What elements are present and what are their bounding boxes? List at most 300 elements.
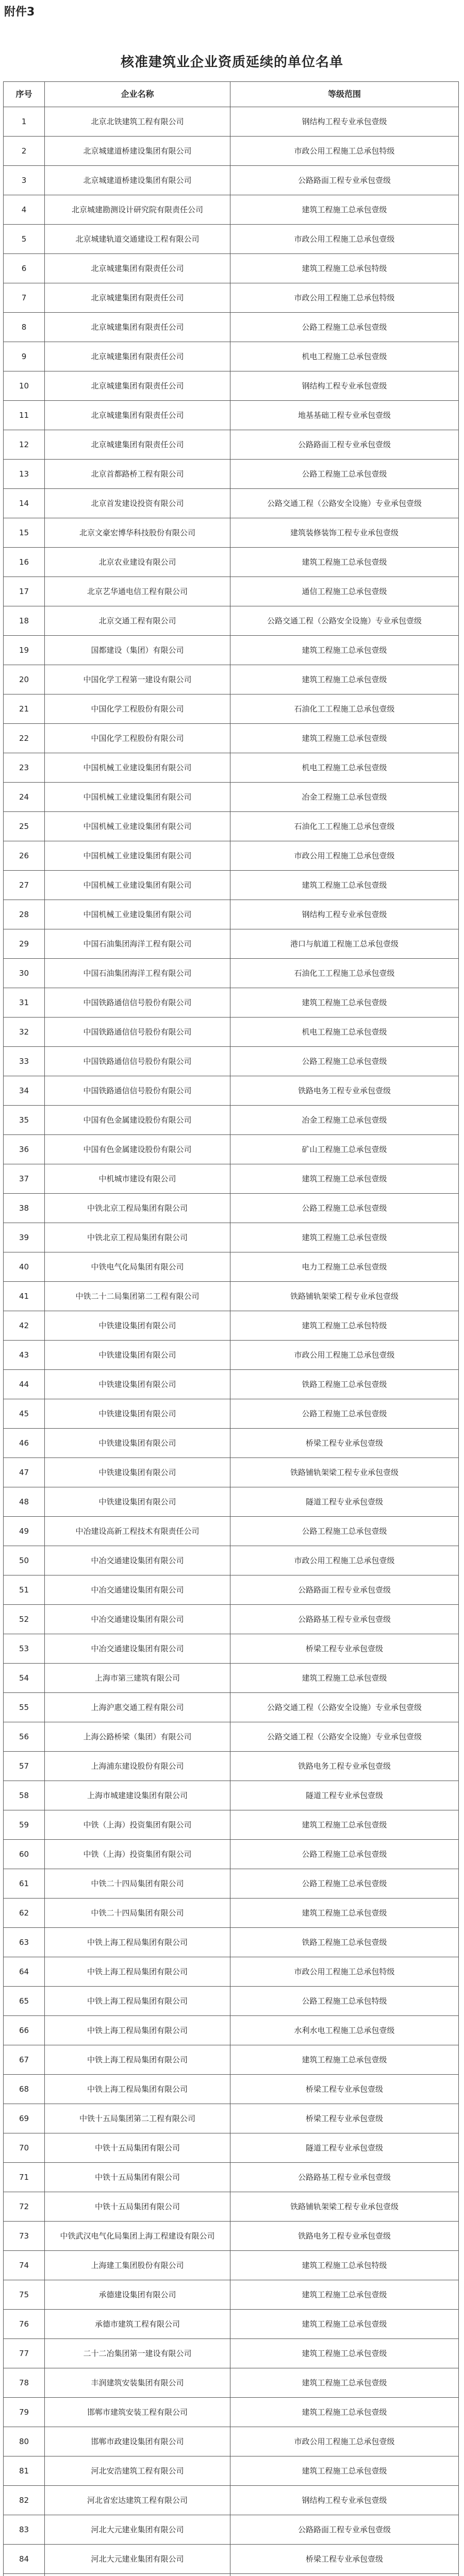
row-serial: 43 [4,1341,45,1370]
row-serial: 24 [4,783,45,812]
row-company: 中铁十五局集团第二工程有限公司 [45,2104,230,2133]
row-serial: 84 [4,2545,45,2574]
row-scope: 公路工程施工总承包壹级 [230,460,459,489]
table-row [4,1429,459,1458]
row-scope: 石油化工工程施工总承包壹级 [230,959,459,988]
row-scope: 建筑工程施工总承包壹级 [230,871,459,900]
row-serial: 30 [4,959,45,988]
table-row [4,841,459,871]
row-company: 北京城建集团有限责任公司 [45,371,230,401]
row-company: 中铁十五局集团有限公司 [45,2163,230,2192]
row-serial: 79 [4,2398,45,2427]
row-company [45,2574,230,2576]
row-serial: 15 [4,518,45,548]
table-row [4,2398,459,2427]
table-row [4,2545,459,2574]
row-scope: 建筑工程施工总承包特级 [230,254,459,283]
header-serial: 序号 [4,82,45,107]
row-serial: 39 [4,1223,45,1252]
row-serial: 56 [4,1722,45,1752]
row-serial: 45 [4,1399,45,1429]
row-company: 中冶建设高新工程技术有限责任公司 [45,1517,230,1546]
table-row [4,371,459,401]
row-serial: 65 [4,1987,45,2016]
row-serial: 16 [4,548,45,577]
row-serial: 19 [4,636,45,665]
row-scope: 桥梁工程专业承包壹级 [230,2545,459,2574]
table-row [4,2133,459,2163]
row-scope: 铁路铺轨架梁工程专业承包壹级 [230,1282,459,1311]
row-scope: 市政公用工程施工总承包壹级 [230,2427,459,2456]
row-scope: 建筑装修装饰工程专业承包壹级 [230,518,459,548]
row-scope: 冶金工程施工总承包壹级 [230,1106,459,1135]
row-scope: 公路工程施工总承包特级 [230,1987,459,2016]
table-row [4,1575,459,1605]
table-row [4,1957,459,1987]
table-row [4,812,459,841]
row-serial: 1 [4,107,45,137]
row-scope: 铁路铺轨架梁工程专业承包壹级 [230,2192,459,2222]
row-serial: 55 [4,1693,45,1722]
table-row [4,1664,459,1693]
row-serial: 62 [4,1899,45,1928]
row-scope: 建筑工程施工总承包壹级 [230,724,459,753]
row-serial: 44 [4,1370,45,1399]
row-company: 中国铁路通信信号股份有限公司 [45,1076,230,1106]
table-row [4,489,459,518]
table-row [4,2574,459,2576]
row-serial: 66 [4,2016,45,2045]
row-company: 中冶交通建设集团有限公司 [45,1575,230,1605]
table-row [4,195,459,225]
row-company: 中铁（上海）投资集团有限公司 [45,1810,230,1840]
row-serial: 58 [4,1781,45,1810]
table-row [4,929,459,959]
row-scope: 市政公用工程施工总承包壹级 [230,841,459,871]
table-row [4,1546,459,1575]
row-serial: 68 [4,2075,45,2104]
row-serial: 31 [4,988,45,1018]
row-serial: 26 [4,841,45,871]
row-scope: 桥梁工程专业承包壹级 [230,1429,459,1458]
row-company: 中铁建设集团有限公司 [45,1311,230,1341]
row-company: 中国化学工程第一建设有限公司 [45,665,230,694]
row-serial: 78 [4,2368,45,2398]
row-scope: 公路路面工程专业承包壹级 [230,1575,459,1605]
row-serial: 6 [4,254,45,283]
row-scope: 水利水电工程施工总承包壹级 [230,2016,459,2045]
row-serial: 75 [4,2280,45,2310]
row-scope: 建筑工程施工总承包壹级 [230,988,459,1018]
table-row [4,2310,459,2339]
row-scope: 建筑工程施工总承包壹级 [230,665,459,694]
table-row [4,1752,459,1781]
table-row [4,548,459,577]
row-company: 中国石油集团海洋工程有限公司 [45,959,230,988]
row-scope: 市政公用工程施工总承包壹级 [230,1546,459,1575]
row-company: 北京城建勘测设计研究院有限责任公司 [45,195,230,225]
table-row [4,2339,459,2368]
table-row [4,959,459,988]
row-serial: 33 [4,1047,45,1076]
table-row [4,2486,459,2515]
row-serial: 8 [4,313,45,342]
row-serial: 20 [4,665,45,694]
row-scope: 建筑工程施工总承包壹级 [230,548,459,577]
row-scope: 隧道工程专业承包壹级 [230,1781,459,1810]
row-company: 中铁建设集团有限公司 [45,1429,230,1458]
table-row [4,1987,459,2016]
row-company: 二十二冶集团第一建设有限公司 [45,2339,230,2368]
row-company: 中国有色金属建设股份有限公司 [45,1106,230,1135]
row-company: 北京城建轨道交通建设工程有限公司 [45,225,230,254]
table-row [4,1634,459,1664]
row-scope: 机电工程施工总承包壹级 [230,1018,459,1047]
row-company: 国都建设（集团）有限公司 [45,636,230,665]
row-serial: 53 [4,1634,45,1664]
row-scope: 建筑工程施工总承包壹级 [230,1664,459,1693]
table-row [4,2163,459,2192]
table-row [4,988,459,1018]
row-scope [230,2574,459,2576]
row-scope: 公路交通工程（公路安全设施）专业承包壹级 [230,1722,459,1752]
row-company: 北京北铁建筑工程有限公司 [45,107,230,137]
row-serial: 28 [4,900,45,929]
row-scope: 建筑工程施工总承包壹级 [230,2280,459,2310]
table-row [4,2280,459,2310]
row-scope: 建筑工程施工总承包壹级 [230,1810,459,1840]
row-serial: 63 [4,1928,45,1957]
row-serial: 74 [4,2251,45,2280]
row-company: 中国有色金属建设股份有限公司 [45,1135,230,1164]
row-company: 中铁上海工程局集团有限公司 [45,2075,230,2104]
row-serial: 76 [4,2310,45,2339]
row-scope: 公路路基工程专业承包壹级 [230,2163,459,2192]
row-company: 中铁建设集团有限公司 [45,1341,230,1370]
row-scope: 公路交通工程（公路安全设施）专业承包壹级 [230,489,459,518]
row-company: 北京城建集团有限责任公司 [45,342,230,371]
row-scope: 钢结构工程专业承包壹级 [230,2486,459,2515]
row-company: 河北大元建业集团有限公司 [45,2515,230,2545]
table-row [4,460,459,489]
table-row [4,665,459,694]
row-scope: 市政公用工程施工总承包壹级 [230,225,459,254]
row-company: 北京城建集团有限责任公司 [45,283,230,313]
row-scope: 石油化工工程施工总承包壹级 [230,694,459,724]
row-scope: 建筑工程施工总承包壹级 [230,2045,459,2075]
row-company: 邯郸市政建设集团有限公司 [45,2427,230,2456]
row-serial: 37 [4,1164,45,1194]
row-scope: 建筑工程施工总承包壹级 [230,2398,459,2427]
row-serial: 83 [4,2515,45,2545]
row-company: 中国铁路通信信号股份有限公司 [45,1018,230,1047]
row-company: 中机城市建设有限公司 [45,1164,230,1194]
row-company: 北京首都路桥工程有限公司 [45,460,230,489]
row-company: 中铁建设集团有限公司 [45,1487,230,1517]
row-company: 承德市建筑工程有限公司 [45,2310,230,2339]
row-company: 中铁武汉电气化局集团上海工程建设有限公司 [45,2222,230,2251]
row-scope: 桥梁工程专业承包壹级 [230,2104,459,2133]
table-row [4,694,459,724]
row-scope: 港口与航道工程施工总承包壹级 [230,929,459,959]
row-company: 中铁二十四局集团有限公司 [45,1899,230,1928]
table-row [4,1341,459,1370]
row-scope: 通信工程施工总承包壹级 [230,577,459,606]
row-scope: 建筑工程施工总承包壹级 [230,1899,459,1928]
row-serial: 51 [4,1575,45,1605]
table-row [4,577,459,606]
header-company: 企业名称 [45,82,230,107]
row-company: 北京城建集团有限责任公司 [45,313,230,342]
document-title: 核准建筑业企业资质延续的单位名单 [120,55,343,70]
row-scope: 矿山工程施工总承包壹级 [230,1135,459,1164]
row-scope: 建筑工程施工总承包壹级 [230,636,459,665]
row-scope: 冶金工程施工总承包壹级 [230,783,459,812]
row-company: 北京城建道桥建设集团有限公司 [45,137,230,166]
row-scope: 建筑工程施工总承包壹级 [230,195,459,225]
row-serial: 36 [4,1135,45,1164]
row-scope: 公路交通工程（公路安全设施）专业承包壹级 [230,1693,459,1722]
row-company: 中铁上海工程局集团有限公司 [45,1987,230,2016]
row-scope: 铁路工程施工总承包壹级 [230,1370,459,1399]
row-scope: 隧道工程专业承包壹级 [230,2133,459,2163]
row-scope: 铁路电务工程专业承包壹级 [230,1076,459,1106]
row-serial: 35 [4,1106,45,1135]
table-row [4,1517,459,1546]
row-company: 中铁上海工程局集团有限公司 [45,2016,230,2045]
row-serial: 32 [4,1018,45,1047]
row-scope: 建筑工程施工总承包特级 [230,1311,459,1341]
row-company: 上海公路桥梁（集团）有限公司 [45,1722,230,1752]
row-serial: 12 [4,430,45,460]
row-serial: 50 [4,1546,45,1575]
row-serial: 17 [4,577,45,606]
row-scope: 公路路面工程专业承包壹级 [230,430,459,460]
row-serial: 73 [4,2222,45,2251]
row-scope: 钢结构工程专业承包壹级 [230,107,459,137]
table-row [4,401,459,430]
table-row [4,1018,459,1047]
row-serial: 57 [4,1752,45,1781]
row-serial: 14 [4,489,45,518]
row-serial: 59 [4,1810,45,1840]
row-company: 中铁十五局集团有限公司 [45,2192,230,2222]
table-row [4,1135,459,1164]
row-company: 中国机械工业建设集团有限公司 [45,812,230,841]
row-company: 北京艺华通电信工程有限公司 [45,577,230,606]
table-row [4,1781,459,1810]
row-company: 中铁二十二局集团第二工程有限公司 [45,1282,230,1311]
row-scope: 机电工程施工总承包壹级 [230,342,459,371]
row-company: 中铁上海工程局集团有限公司 [45,1957,230,1987]
row-serial: 64 [4,1957,45,1987]
row-scope: 铁路电务工程专业承包壹级 [230,2222,459,2251]
row-company: 上海浦东建设股份有限公司 [45,1752,230,1781]
row-scope: 建筑工程施工总承包壹级 [230,2339,459,2368]
row-company: 中铁十五局集团有限公司 [45,2133,230,2163]
table-row [4,900,459,929]
table-row [4,2368,459,2398]
row-serial: 49 [4,1517,45,1546]
table-row [4,1722,459,1752]
row-serial: 18 [4,606,45,636]
row-company: 上海市第三建筑有限公司 [45,1664,230,1693]
row-company: 中国机械工业建设集团有限公司 [45,753,230,783]
row-company: 北京文豪宏博华科技股份有限公司 [45,518,230,548]
row-scope: 公路工程施工总承包壹级 [230,1194,459,1223]
table-row [4,871,459,900]
row-company: 中国机械工业建设集团有限公司 [45,841,230,871]
row-scope: 建筑工程施工总承包壹级 [230,1164,459,1194]
row-scope: 铁路电务工程专业承包壹级 [230,1752,459,1781]
table-row [4,2251,459,2280]
row-company: 丰润建筑安装集团有限公司 [45,2368,230,2398]
row-company: 上海沪惠交通工程有限公司 [45,1693,230,1722]
row-serial: 54 [4,1664,45,1693]
table-row [4,636,459,665]
row-company: 中国化学工程股份有限公司 [45,694,230,724]
row-serial: 71 [4,2163,45,2192]
row-company: 中冶交通建设集团有限公司 [45,1546,230,1575]
table-row [4,1840,459,1869]
row-serial: 42 [4,1311,45,1341]
row-serial: 60 [4,1840,45,1869]
row-company: 中铁建设集团有限公司 [45,1370,230,1399]
row-scope: 桥梁工程专业承包壹级 [230,1634,459,1664]
row-company: 北京首发建设投资有限公司 [45,489,230,518]
row-scope: 公路工程施工总承包壹级 [230,1399,459,1429]
row-company: 中铁建设集团有限公司 [45,1458,230,1487]
row-company: 中铁北京工程局集团有限公司 [45,1223,230,1252]
table-row [4,1223,459,1252]
row-scope: 公路工程施工总承包壹级 [230,1047,459,1076]
table-row [4,518,459,548]
table-row [4,1399,459,1429]
attachment-label: 附件3 [4,6,35,19]
table-row [4,1252,459,1282]
table-row [4,1693,459,1722]
row-serial: 47 [4,1458,45,1487]
table-row [4,166,459,195]
row-serial: 48 [4,1487,45,1517]
header-scope: 等级范围 [230,82,459,107]
row-serial: 11 [4,401,45,430]
table-row [4,2456,459,2486]
table-row [4,2192,459,2222]
row-serial: 5 [4,225,45,254]
row-serial: 2 [4,137,45,166]
row-scope: 市政公用工程施工总承包壹级 [230,1341,459,1370]
row-company: 中铁建设集团有限公司 [45,1399,230,1429]
row-company: 中铁北京工程局集团有限公司 [45,1194,230,1223]
row-company: 上海建工集团股份有限公司 [45,2251,230,2280]
row-scope: 市政公用工程施工总承包特级 [230,1957,459,1987]
row-scope: 地基基础工程专业承包壹级 [230,401,459,430]
row-serial: 10 [4,371,45,401]
table-row [4,1487,459,1517]
row-company: 上海市城建建设集团有限公司 [45,1781,230,1810]
row-scope: 钢结构工程专业承包壹级 [230,371,459,401]
row-company: 承德建设集团有限公司 [45,2280,230,2310]
row-serial: 82 [4,2486,45,2515]
table-row [4,1899,459,1928]
row-scope: 桥梁工程专业承包壹级 [230,2075,459,2104]
table-row [4,342,459,371]
row-serial: 4 [4,195,45,225]
row-serial: 41 [4,1282,45,1311]
row-scope: 建筑工程施工总承包壹级 [230,2310,459,2339]
row-scope: 建筑工程施工总承包特级 [230,2251,459,2280]
row-company: 中冶交通建设集团有限公司 [45,1605,230,1634]
table-row [4,1928,459,1957]
row-scope: 钢结构工程专业承包壹级 [230,900,459,929]
table-row [4,1810,459,1840]
row-scope: 公路工程施工总承包壹级 [230,1517,459,1546]
row-company: 中国铁路通信信号股份有限公司 [45,1047,230,1076]
row-serial: 61 [4,1869,45,1899]
table-row [4,313,459,342]
table-row [4,430,459,460]
row-serial [4,2574,45,2576]
table-row [4,1076,459,1106]
row-company: 中铁（上海）投资集团有限公司 [45,1840,230,1869]
row-company: 邯郸市建筑安装工程有限公司 [45,2398,230,2427]
row-company: 中铁二十四局集团有限公司 [45,1869,230,1899]
row-company: 中国铁路通信信号股份有限公司 [45,988,230,1018]
row-scope: 公路工程施工总承包壹级 [230,1840,459,1869]
row-serial: 21 [4,694,45,724]
table-row [4,1282,459,1311]
row-scope: 电力工程施工总承包壹级 [230,1252,459,1282]
row-company: 中冶交通建设集团有限公司 [45,1634,230,1664]
row-company: 北京城建集团有限责任公司 [45,430,230,460]
row-scope: 公路交通工程（公路安全设施）专业承包壹级 [230,606,459,636]
table-row [4,753,459,783]
row-serial: 70 [4,2133,45,2163]
row-scope: 市政公用工程施工总承包特级 [230,137,459,166]
row-serial: 23 [4,753,45,783]
row-scope: 隧道工程专业承包壹级 [230,1487,459,1517]
table-body [4,107,459,2576]
row-scope: 铁路工程施工总承包壹级 [230,1928,459,1957]
table-header-row [4,82,459,107]
table-row [4,1164,459,1194]
row-company: 北京农业建设有限公司 [45,548,230,577]
row-serial: 7 [4,283,45,313]
table-row [4,606,459,636]
table-row [4,2104,459,2133]
row-serial: 34 [4,1076,45,1106]
row-scope: 公路路面工程专业承包壹级 [230,2515,459,2545]
table-row [4,2427,459,2456]
row-serial: 67 [4,2045,45,2075]
table-row [4,1047,459,1076]
row-scope: 公路路基工程专业承包壹级 [230,1605,459,1634]
row-serial: 80 [4,2427,45,2456]
table-row [4,1311,459,1341]
table-row [4,107,459,137]
table-row [4,783,459,812]
row-scope: 建筑工程施工总承包壹级 [230,1223,459,1252]
row-company: 中铁上海工程局集团有限公司 [45,2045,230,2075]
row-scope: 机电工程施工总承包壹级 [230,753,459,783]
table-row [4,1194,459,1223]
table-row [4,2515,459,2545]
table-row [4,254,459,283]
table-row [4,2222,459,2251]
row-scope: 建筑工程施工总承包壹级 [230,2368,459,2398]
row-serial: 13 [4,460,45,489]
